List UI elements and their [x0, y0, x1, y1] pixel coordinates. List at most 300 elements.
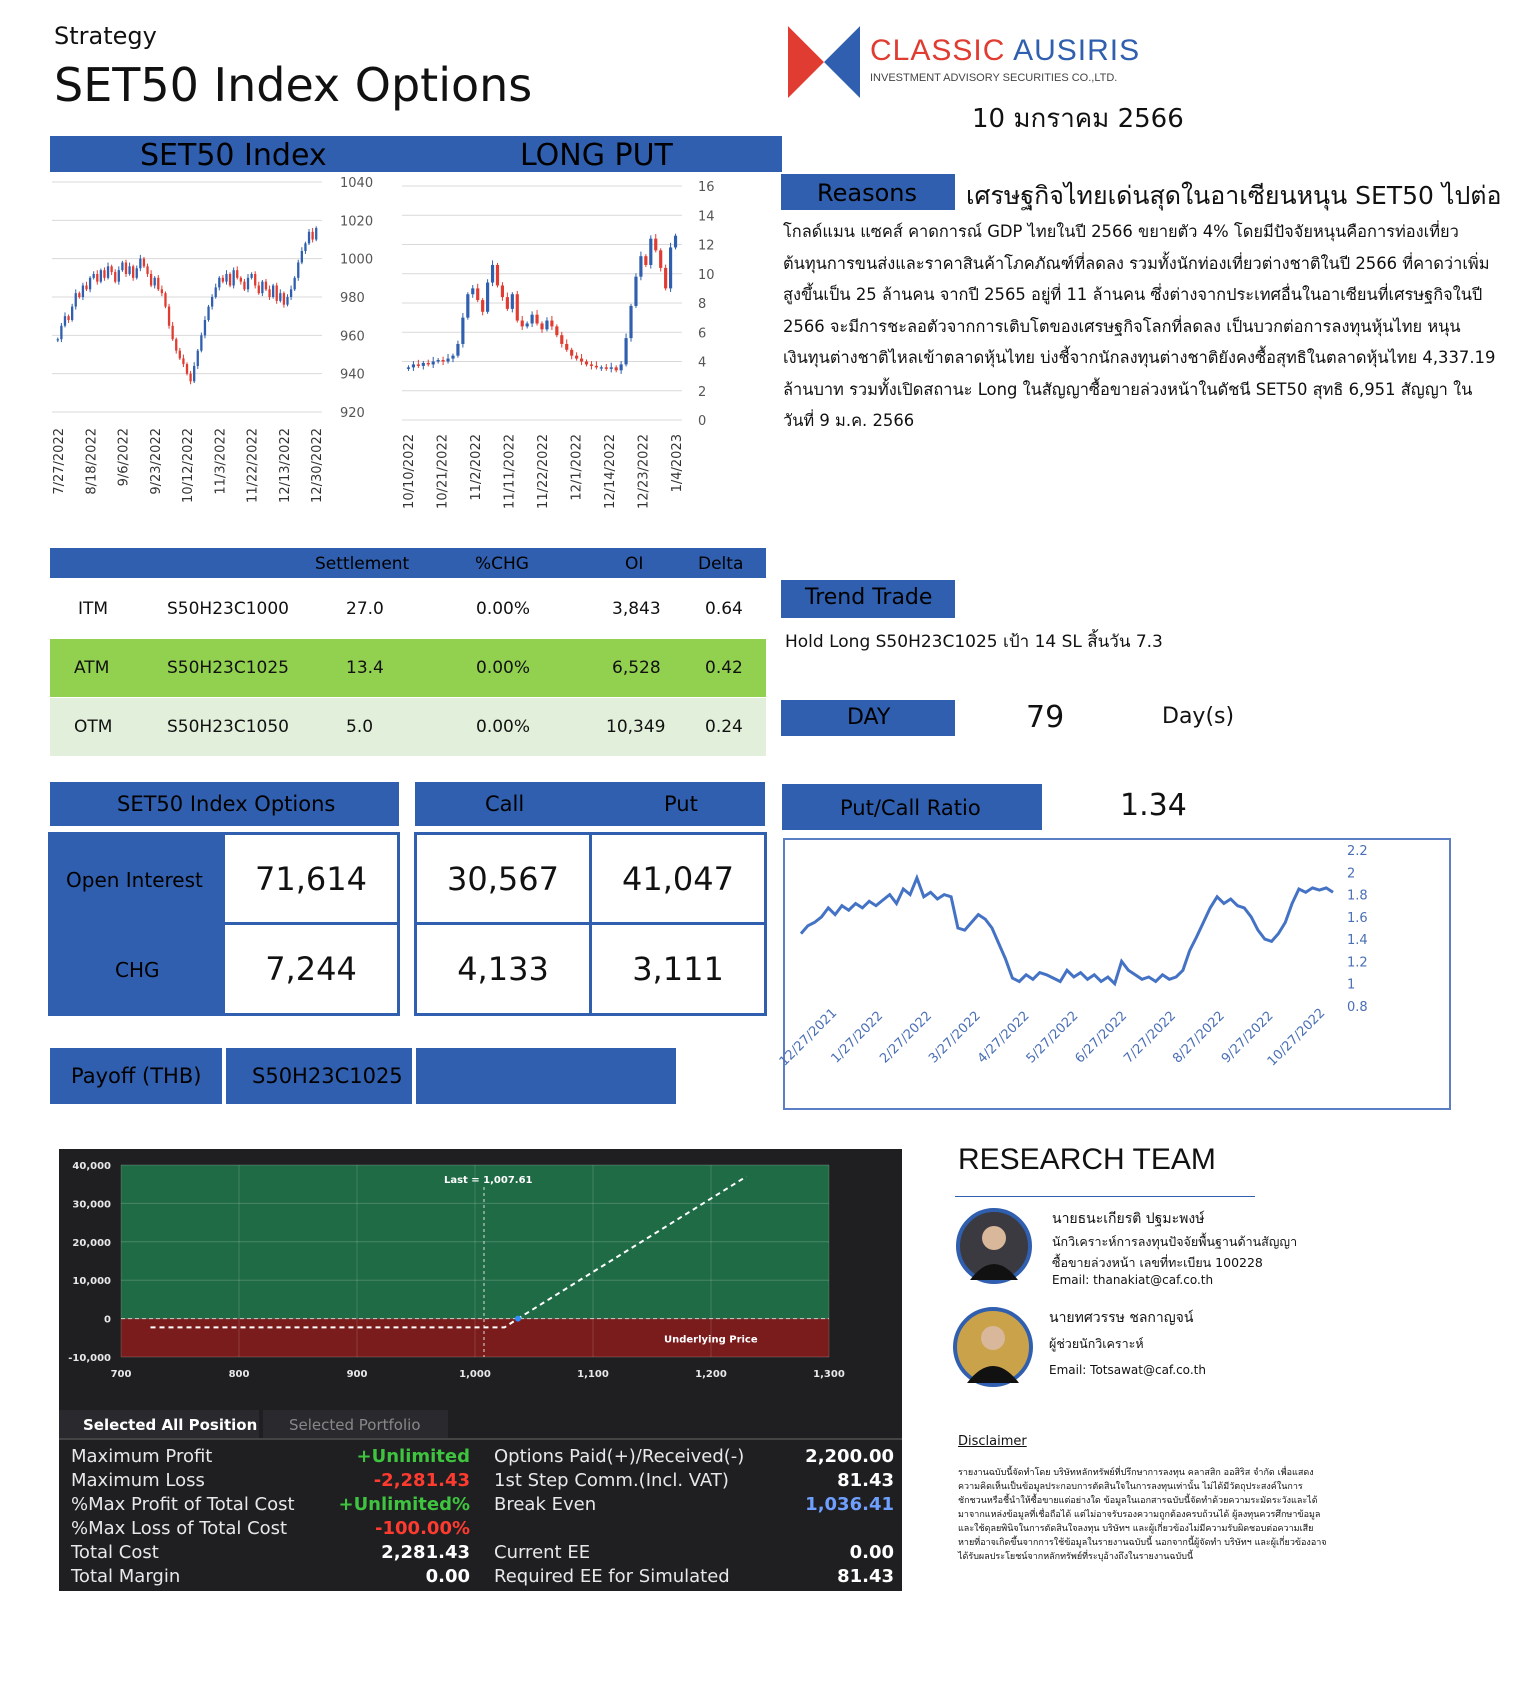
stat-value: -2,281.43 — [373, 1470, 470, 1491]
candle-body — [620, 364, 623, 370]
x-tick-label: 11/22/2022 — [245, 428, 261, 503]
candle-body — [654, 239, 657, 251]
candle-body — [110, 266, 112, 272]
row-delta: 0.42 — [705, 658, 743, 678]
candle-body — [139, 259, 141, 269]
y-tick-label: 12 — [698, 238, 715, 254]
candle-body — [136, 268, 138, 278]
y-tick-label: 1000 — [340, 252, 374, 268]
candle-body — [175, 339, 177, 351]
candle-body — [143, 259, 145, 267]
payoff-chart — [59, 1149, 902, 1399]
row-delta: 0.24 — [705, 717, 743, 737]
y-tick-label: 1.4 — [1347, 933, 1368, 949]
y-tick-label: 1.6 — [1347, 910, 1368, 926]
y-tick-label: 4 — [698, 355, 707, 371]
logo-subtitle: INVESTMENT ADVISORY SECURITIES CO.,LTD. — [870, 72, 1118, 84]
x-tick-label: 2/27/2022 — [877, 1008, 936, 1067]
report-date: 10 มกราคม 2566 — [972, 104, 1184, 134]
x-tick-label: 7/27/2022 — [52, 428, 67, 495]
candle-body — [535, 315, 538, 324]
candle-body — [501, 285, 504, 297]
candle-body — [511, 294, 514, 309]
call-put-header-bar — [415, 782, 765, 826]
row-settlement: 13.4 — [346, 658, 384, 678]
payoff-label — [50, 1048, 222, 1104]
stat-label: Total Margin — [71, 1566, 181, 1587]
chg-total: 7,244 — [265, 950, 357, 988]
oi-total-cell — [222, 832, 400, 925]
candle-body — [211, 297, 213, 307]
x-tick-label: 12/13/2022 — [277, 428, 293, 503]
x-tick-label: 10/27/2022 — [1264, 1005, 1329, 1070]
tab-selected-label: Selected All Position — [83, 1416, 258, 1434]
candle-body — [261, 282, 263, 294]
research-divider — [955, 1196, 1255, 1197]
reasons-line: วันที่ 9 ม.ค. 2566 — [783, 411, 915, 430]
col-oi: OI — [625, 554, 644, 574]
candle-body — [193, 366, 195, 381]
reasons-label — [781, 174, 955, 210]
y-tick-label: 940 — [340, 367, 365, 383]
candle-body — [250, 274, 252, 278]
x-tick-label: 11/3/2022 — [213, 428, 229, 495]
candle-body — [189, 374, 191, 382]
candle-body — [481, 300, 484, 312]
row-chg: 0.00% — [476, 599, 531, 619]
x-tick-label: 1/4/2023 — [670, 434, 685, 493]
call-label: Call — [485, 792, 525, 816]
oi-total: 71,614 — [255, 859, 367, 898]
row-moneyness: OTM — [74, 717, 113, 737]
x-tick-label: 12/30/2022 — [310, 428, 325, 503]
candle-body — [168, 307, 170, 326]
disclaimer-title: Disclaimer — [958, 1434, 1027, 1449]
charts-header-bar — [50, 136, 782, 172]
candle-body — [82, 286, 84, 298]
stat-label: %Max Profit of Total Cost — [71, 1494, 295, 1515]
reasons-body — [783, 216, 1513, 437]
x-tick-label: 11/22/2022 — [536, 434, 551, 509]
candle-body — [146, 266, 148, 274]
open-interest-label: Open Interest — [66, 868, 203, 892]
candle-body — [93, 274, 95, 278]
candle-body — [114, 272, 116, 282]
candle-body — [531, 315, 534, 324]
candle-body — [286, 297, 288, 305]
stat-value: 0.00 — [425, 1566, 470, 1587]
chg-put: 3,111 — [632, 950, 724, 988]
row-series: S50H23C1050 — [167, 717, 289, 737]
candle-body — [669, 247, 672, 288]
candle-body — [121, 263, 123, 271]
candle-body — [150, 274, 152, 286]
candle-body — [57, 339, 59, 340]
member-role2: ซื้อขายล่วงหน้า เลขที่ทะเบียน 100228 — [1052, 1255, 1263, 1270]
y-tick-label: 8 — [698, 297, 707, 312]
row-oi: 3,843 — [612, 599, 661, 619]
candle-body — [297, 263, 299, 278]
underlying-price-label: Underlying Price — [664, 1334, 758, 1346]
candle-body — [555, 326, 558, 335]
candle-body — [446, 359, 449, 362]
x-tick-label: 8/27/2022 — [1170, 1008, 1228, 1067]
candle-body — [157, 278, 159, 290]
y-tick-label: 0 — [104, 1314, 111, 1326]
row-oi: 6,528 — [612, 658, 661, 678]
candle-body — [276, 286, 278, 301]
candle-body — [78, 293, 80, 297]
payoff-label-text: Payoff (THB) — [71, 1064, 202, 1088]
candle-body — [290, 289, 292, 297]
candle-body — [629, 306, 632, 338]
candle-body — [639, 256, 642, 276]
candle-body — [132, 266, 134, 278]
y-tick-label: 10,000 — [72, 1276, 111, 1288]
candle-body — [649, 239, 652, 265]
y-tick-label: 2 — [1347, 866, 1356, 882]
candle-body — [215, 287, 217, 297]
x-tick-label: 3/27/2022 — [926, 1008, 984, 1067]
x-tick-label: 4/27/2022 — [974, 1008, 1033, 1067]
x-tick-label: 10/12/2022 — [181, 428, 196, 503]
table-row — [50, 698, 766, 756]
put-label: Put — [664, 792, 698, 816]
candle-body — [118, 270, 120, 282]
y-tick-label: -10,000 — [68, 1353, 111, 1364]
col-delta: Delta — [698, 554, 744, 574]
tab-selected-portfolio[interactable] — [263, 1410, 448, 1438]
candle-body — [412, 364, 415, 367]
candle-body — [294, 278, 296, 290]
candle-body — [624, 338, 627, 364]
x-tick-label: 10/10/2022 — [402, 434, 417, 509]
candle-body — [590, 364, 593, 365]
candle-body — [233, 270, 235, 285]
x-tick-label: 9/6/2022 — [116, 428, 132, 487]
pcr-value: 1.34 — [1120, 788, 1187, 823]
oi-label-cell — [48, 832, 224, 1016]
x-tick-label: 9/23/2022 — [148, 428, 164, 495]
oi-put: 41,047 — [622, 859, 734, 898]
set50-candlestick-chart — [50, 178, 410, 538]
member-email[interactable]: Email: thanakiat@caf.co.th — [1052, 1273, 1214, 1287]
candle-body — [311, 232, 313, 240]
candle-body — [486, 283, 489, 312]
candle-body — [634, 277, 637, 306]
x-tick-label: 1,000 — [459, 1369, 491, 1380]
summary-title: SET50 Index Options — [117, 792, 336, 816]
candle-body — [644, 256, 647, 265]
stat-label: Maximum Loss — [71, 1470, 205, 1491]
candle-body — [171, 326, 173, 339]
candle-body — [164, 293, 166, 306]
candle-body — [417, 364, 420, 365]
candle-body — [605, 367, 608, 368]
candle-body — [60, 326, 62, 339]
candle-body — [283, 293, 285, 305]
trend-trade-label — [781, 580, 955, 618]
chg-label: CHG — [115, 958, 160, 982]
table-row — [50, 580, 766, 638]
candle-body — [659, 250, 662, 268]
candle-body — [182, 358, 184, 364]
candle-body — [229, 274, 231, 286]
y-tick-label: 20,000 — [72, 1237, 111, 1249]
chg-call-cell — [414, 922, 592, 1016]
y-tick-label: 40,000 — [72, 1161, 111, 1172]
stat-value: 81.43 — [837, 1470, 894, 1491]
y-tick-label: 0 — [698, 414, 707, 429]
candle-body — [154, 278, 156, 286]
oi-call-cell — [414, 832, 592, 925]
candle-body — [664, 268, 667, 288]
member-email[interactable]: Email: Totsawat@caf.co.th — [1049, 1363, 1206, 1377]
oi-call: 30,567 — [447, 859, 559, 898]
reasons-line: 2566 จะมีการชะลอตัวจากการเติบโตของเศรษฐกิจโลกที่ลดลง เป็นบวกต่อการลงทุนหุ้นไทย หนุน — [783, 316, 1461, 336]
stat-value: 2,200.00 — [805, 1446, 894, 1467]
candle-body — [240, 278, 242, 282]
y-tick-label: 1020 — [340, 214, 374, 230]
row-delta: 0.64 — [705, 599, 743, 619]
avatar — [956, 1208, 1032, 1284]
x-tick-label: 1,200 — [695, 1369, 727, 1380]
row-settlement: 5.0 — [346, 717, 374, 737]
stat-label: Break Even — [494, 1494, 597, 1515]
row-chg: 0.00% — [476, 717, 531, 737]
x-tick-label: 1,300 — [813, 1369, 845, 1380]
candle-body — [580, 359, 583, 362]
candle-body — [432, 362, 435, 365]
y-tick-label: 980 — [340, 291, 365, 306]
y-tick-label: 960 — [340, 329, 365, 345]
candle-body — [279, 293, 281, 301]
col-settlement: Settlement — [315, 554, 410, 574]
y-tick-label: 14 — [698, 209, 715, 225]
candle-body — [491, 265, 494, 283]
candle-body — [496, 265, 499, 285]
company-logo — [788, 26, 1188, 98]
y-tick-label: 30,000 — [72, 1199, 111, 1211]
disclaimer-text: รายงานฉบับนี้จัดทำโดย บริษัทหลักทรัพย์ที่ปรึกษาการลงทุน คลาสสิก ออสิริส จำกัด เพื่อแสดงความคิดเห็นเป็นข้อมูลประกอบการตัดสินใจในการลงทุนเท่านั้น ไม่ได้มีวัตถุประสงค์ในการชักชวนหรือชี้นำให้ซื้อขายแต่อย่างใด ข้อมูลในเอกสารฉบับนี้จัดทำด้วยความระมัดระวังและได้มาจากแหล่งข้อมูลที่เชื่อถือได้ แต่ไม่อาจรับรองความถูกต้องครบถ้วนได้ ผู้ลงทุนควรศึกษาข้อมูลและใช้ดุลยพินิจในการตัดสินใจลงทุน บริษัทฯ และผู้เกี่ยวข้องไม่มีความรับผิดชอบต่อความเสียหายที่อาจเกิดขึ้นจากการใช้ข้อมูลในรายงานฉบับนี้ นอกจากนี้ผู้จัดทำ บริษัทฯ และผู้เกี่ยวข้องอาจได้รับผลประโยชน์จากหลักทรัพย์ที่ระบุอ้างถึงในรายงานฉบับนี้ — [958, 1468, 1327, 1562]
y-tick-label: 1 — [1347, 977, 1356, 993]
payoff-series-text: S50H23C1025 — [252, 1064, 403, 1088]
chg-total-cell — [222, 922, 400, 1016]
oi-put-cell — [589, 832, 767, 925]
y-tick-label: 920 — [340, 406, 365, 421]
day-value: 79 — [1026, 700, 1065, 735]
x-tick-label: 5/27/2022 — [1023, 1008, 1082, 1067]
payoff-blank-bar — [416, 1048, 676, 1104]
row-moneyness: ATM — [74, 658, 110, 678]
stat-label: Maximum Profit — [71, 1446, 213, 1467]
candle-body — [526, 323, 529, 326]
candle-body — [600, 367, 603, 368]
reasons-line: สูงขึ้นเป็น 25 ล้านคน จากปี 2565 อยู่ที่ 11 ล้านคน ซึ่งต่างจากประเทศอื่นในอาเซียนที่เศรษฐกิจในปี — [783, 285, 1483, 304]
candle-body — [315, 228, 317, 240]
candle-body — [258, 286, 260, 294]
x-tick-label: 12/1/2022 — [569, 434, 585, 501]
row-settlement: 27.0 — [346, 599, 384, 619]
reasons-line: ล้านบาท รวมทั้งเปิดสถานะ Long ในสัญญาซื้อขายล่วงหน้าในดัชนี SET50 สุทธิ 6,951 สัญญา ใน — [783, 379, 1473, 399]
candle-body — [247, 278, 249, 290]
summary-title-bar — [50, 782, 399, 826]
candle-body — [304, 243, 306, 251]
x-tick-label: 11/2/2022 — [469, 434, 484, 501]
reasons-line: เงินทุนต่างชาติไหลเข้าตลาดหุ้นไทย บ่งชี้จากนักลงทุนต่างชาติยังคงซื้อสุทธิในตลาดหุ้นไทย 4,337.19 — [783, 348, 1496, 367]
candle-body — [179, 351, 181, 359]
page-title: SET50 Index Options — [54, 58, 533, 112]
candle-body — [466, 294, 469, 317]
x-tick-label: 1,100 — [577, 1369, 609, 1380]
candle-body — [272, 286, 274, 298]
day-label-text: DAY — [847, 705, 891, 730]
tab-selected-all-position[interactable] — [59, 1410, 259, 1438]
candle-body — [437, 360, 440, 361]
candle-body — [427, 363, 430, 364]
logo-name-2: AUSIRIS — [1013, 34, 1141, 67]
x-tick-label: 700 — [110, 1369, 132, 1380]
candle-body — [516, 294, 519, 320]
candle-body — [161, 289, 163, 293]
candle-body — [64, 316, 66, 326]
person-icon — [960, 1212, 1028, 1280]
row-series: S50H23C1000 — [167, 599, 289, 619]
candle-body — [301, 251, 303, 263]
x-tick-label: 12/27/2021 — [776, 1005, 841, 1070]
candle-body — [575, 356, 578, 359]
candle-body — [560, 335, 563, 344]
candle-body — [615, 367, 618, 370]
longput-candlestick-chart — [402, 178, 780, 543]
tab-underline — [59, 1438, 902, 1440]
candle-body — [545, 321, 548, 330]
candle-body — [89, 278, 91, 290]
candle-body — [595, 366, 598, 367]
candle-body — [103, 270, 105, 278]
x-tick-label: 8/18/2022 — [84, 428, 100, 495]
candle-body — [461, 318, 464, 344]
candle-body — [265, 282, 267, 290]
last-price-label: Last = 1,007.61 — [443, 1175, 533, 1186]
stat-label: 1st Step Comm.(Incl. VAT) — [494, 1470, 729, 1491]
y-tick-label: 1.2 — [1347, 955, 1368, 971]
chg-put-cell — [589, 922, 767, 1016]
stat-label: Required EE for Simulated — [494, 1566, 730, 1587]
reasons-headline: เศรษฐกิจไทยเด่นสุดในอาเซียนหนุน SET50 ไปต่อ — [966, 181, 1502, 210]
chart-title-longput: LONG PUT — [520, 138, 673, 173]
candle-body — [67, 316, 69, 320]
logo-mark-icon — [788, 26, 860, 98]
candle-body — [456, 344, 459, 356]
x-tick-label: 9/27/2022 — [1218, 1008, 1277, 1067]
candle-body — [254, 274, 256, 286]
pcr-label-text: Put/Call Ratio — [840, 796, 981, 820]
pcr-series-line — [801, 878, 1333, 984]
stat-label: Options Paid(+)/Received(-) — [494, 1446, 745, 1467]
reasons-line: ต้นทุนการขนส่งและราคาสินค้าโภคภัณฑ์ที่ลดลง รวมทั้งนักท่องเที่ยวต่างชาติในปี 2566 ที่คาดว่าเพิ่ม — [783, 253, 1490, 273]
candle-body — [422, 363, 425, 366]
stat-label: Current EE — [494, 1542, 591, 1563]
candle-body — [540, 323, 543, 329]
candle-body — [442, 360, 445, 361]
y-tick-label: 6 — [698, 326, 707, 342]
stat-value: +Unlimited — [356, 1446, 470, 1467]
candle-body — [521, 321, 524, 327]
stat-label: %Max Loss of Total Cost — [71, 1518, 288, 1539]
candle-body — [218, 278, 220, 288]
candle-body — [100, 270, 102, 282]
x-tick-label: 900 — [346, 1369, 368, 1380]
trend-trade-text: Hold Long S50H23C1025 เป้า 14 SL สิ้นวัน 7.3 — [785, 632, 1163, 652]
stat-value: 1,036.41 — [805, 1494, 894, 1515]
x-tick-label: 12/14/2022 — [603, 434, 618, 509]
candle-body — [207, 307, 209, 320]
candle-body — [268, 289, 270, 297]
stat-value: 81.43 — [837, 1566, 894, 1587]
candle-body — [204, 320, 206, 335]
candle-body — [570, 350, 573, 356]
col-chg: %CHG — [475, 554, 529, 574]
candle-body — [506, 297, 509, 309]
candle-body — [610, 367, 613, 368]
row-chg: 0.00% — [476, 658, 531, 678]
chg-call: 4,133 — [457, 950, 549, 988]
candle-body — [200, 335, 202, 350]
candle-body — [585, 362, 588, 365]
trend-trade-label-text: Trend Trade — [805, 585, 933, 610]
candle-body — [75, 293, 77, 306]
stat-label: Total Cost — [71, 1542, 159, 1563]
day-label — [781, 700, 955, 736]
reasons-line: โกลด์แมน แซคส์ คาดการณ์ GDP ไทยในปี 2566 ขยายตัว 4% โดยมีปัจจัยหนุนคือการท่องเที่ยว — [783, 222, 1459, 241]
options-table-header — [50, 548, 766, 578]
tab-other-label: Selected Portfolio — [289, 1416, 421, 1434]
stat-value: 0.00 — [849, 1542, 894, 1563]
candle-body — [186, 364, 188, 374]
candle-body — [96, 274, 98, 282]
x-tick-label: 7/27/2022 — [1121, 1008, 1180, 1067]
strategy-label: Strategy — [54, 22, 157, 50]
y-tick-label: 0.8 — [1347, 1000, 1368, 1015]
candle-body — [125, 263, 127, 275]
member-role: นักวิเคราะห์การลงทุนปัจจัยพื้นฐานด้านสัญญา — [1052, 1234, 1298, 1249]
candle-body — [550, 321, 553, 327]
x-tick-label: 800 — [228, 1369, 250, 1380]
candle-body — [71, 307, 73, 320]
reasons-label-text: Reasons — [817, 179, 917, 207]
chart-title-set50: SET50 Index — [140, 138, 327, 173]
candle-body — [308, 232, 310, 244]
candle-body — [128, 266, 130, 274]
row-series: S50H23C1025 — [167, 658, 289, 678]
candle-body — [236, 270, 238, 278]
row-oi: 10,349 — [606, 717, 666, 737]
member-name: นายธนะเกียรติ ปฐมะพงษ์ — [1052, 1211, 1205, 1227]
stat-value: +Unlimited% — [338, 1494, 470, 1515]
avatar — [953, 1307, 1033, 1387]
research-team-title: RESEARCH TEAM — [958, 1143, 1216, 1176]
table-row — [50, 639, 766, 697]
x-tick-label: 12/23/2022 — [636, 434, 652, 509]
y-tick-label: 1040 — [340, 176, 374, 191]
candle-body — [243, 282, 245, 290]
candle-body — [407, 367, 410, 369]
x-tick-label: 11/11/2022 — [502, 434, 518, 509]
y-tick-label: 2 — [698, 384, 707, 400]
candle-body — [85, 286, 87, 290]
candle-body — [197, 351, 199, 366]
